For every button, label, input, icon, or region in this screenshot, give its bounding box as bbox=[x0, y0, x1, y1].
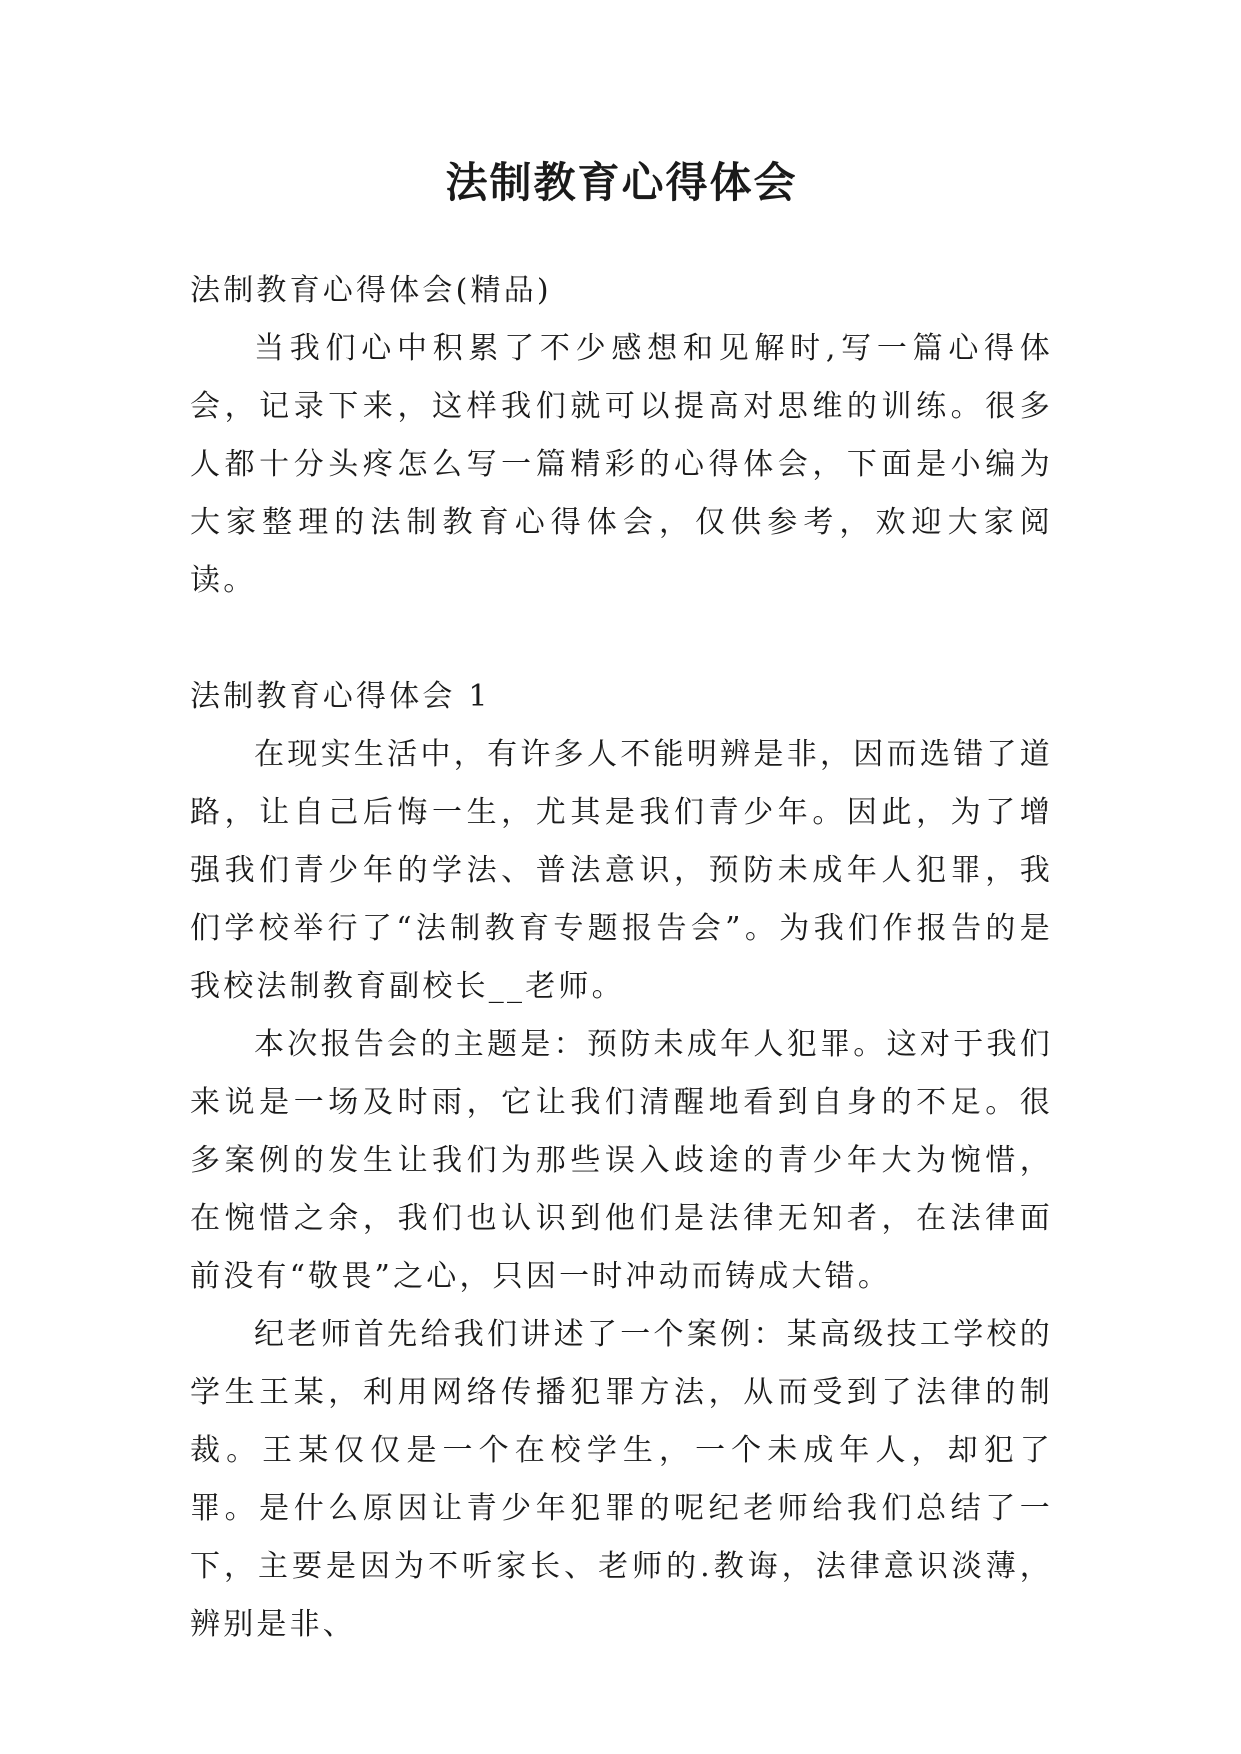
section-heading: 法制教育心得体会 1 bbox=[190, 679, 491, 714]
body-paragraph-1: 在现实生活中，有许多人不能明辨是非，因而选错了道路，让自己后悔一生，尤其是我们青少年。因此，为了增强我们青少年的学法、普法意识，预防未成年人犯罪，我们学校举行了“法制教育专题报告会”。为我们作报告的是我校法制教育副校长__老师。 bbox=[190, 737, 1053, 1004]
document-title: 法制教育心得体会 bbox=[445, 158, 798, 207]
document-subtitle: 法制教育心得体会(精品) bbox=[190, 273, 552, 308]
section-gap bbox=[190, 610, 1053, 668]
intro-paragraph: 当我们心中积累了不少感想和见解时,写一篇心得体会，记录下来，这样我们就可以提高对思维的训练。很多人都十分头疼怎么写一篇精彩的心得体会，下面是小编为大家整理的法制教育心得体会，仅供参考，欢迎大家阅读。 bbox=[190, 331, 1053, 598]
document-body bbox=[190, 262, 1053, 1654]
body-paragraph-3: 纪老师首先给我们讲述了一个案例：某高级技工学校的学生王某，利用网络传播犯罪方法，从而受到了法律的制裁。王某仅仅是一个在校学生，一个未成年人，却犯了罪。是什么原因让青少年犯罪的呢纪老师给我们总结了一下，主要是因为不听家长、老师的.教诲，法律意识淡薄，辨别是非、 bbox=[190, 1317, 1053, 1642]
body-paragraph-2: 本次报告会的主题是：预防未成年人犯罪。这对于我们来说是一场及时雨，它让我们清醒地看到自身的不足。很多案例的发生让我们为那些误入歧途的青少年大为惋惜，在惋惜之余，我们也认识到他们是法律无知者，在法律面前没有“敬畏”之心，只因一时冲动而铸成大错。 bbox=[190, 1027, 1053, 1294]
